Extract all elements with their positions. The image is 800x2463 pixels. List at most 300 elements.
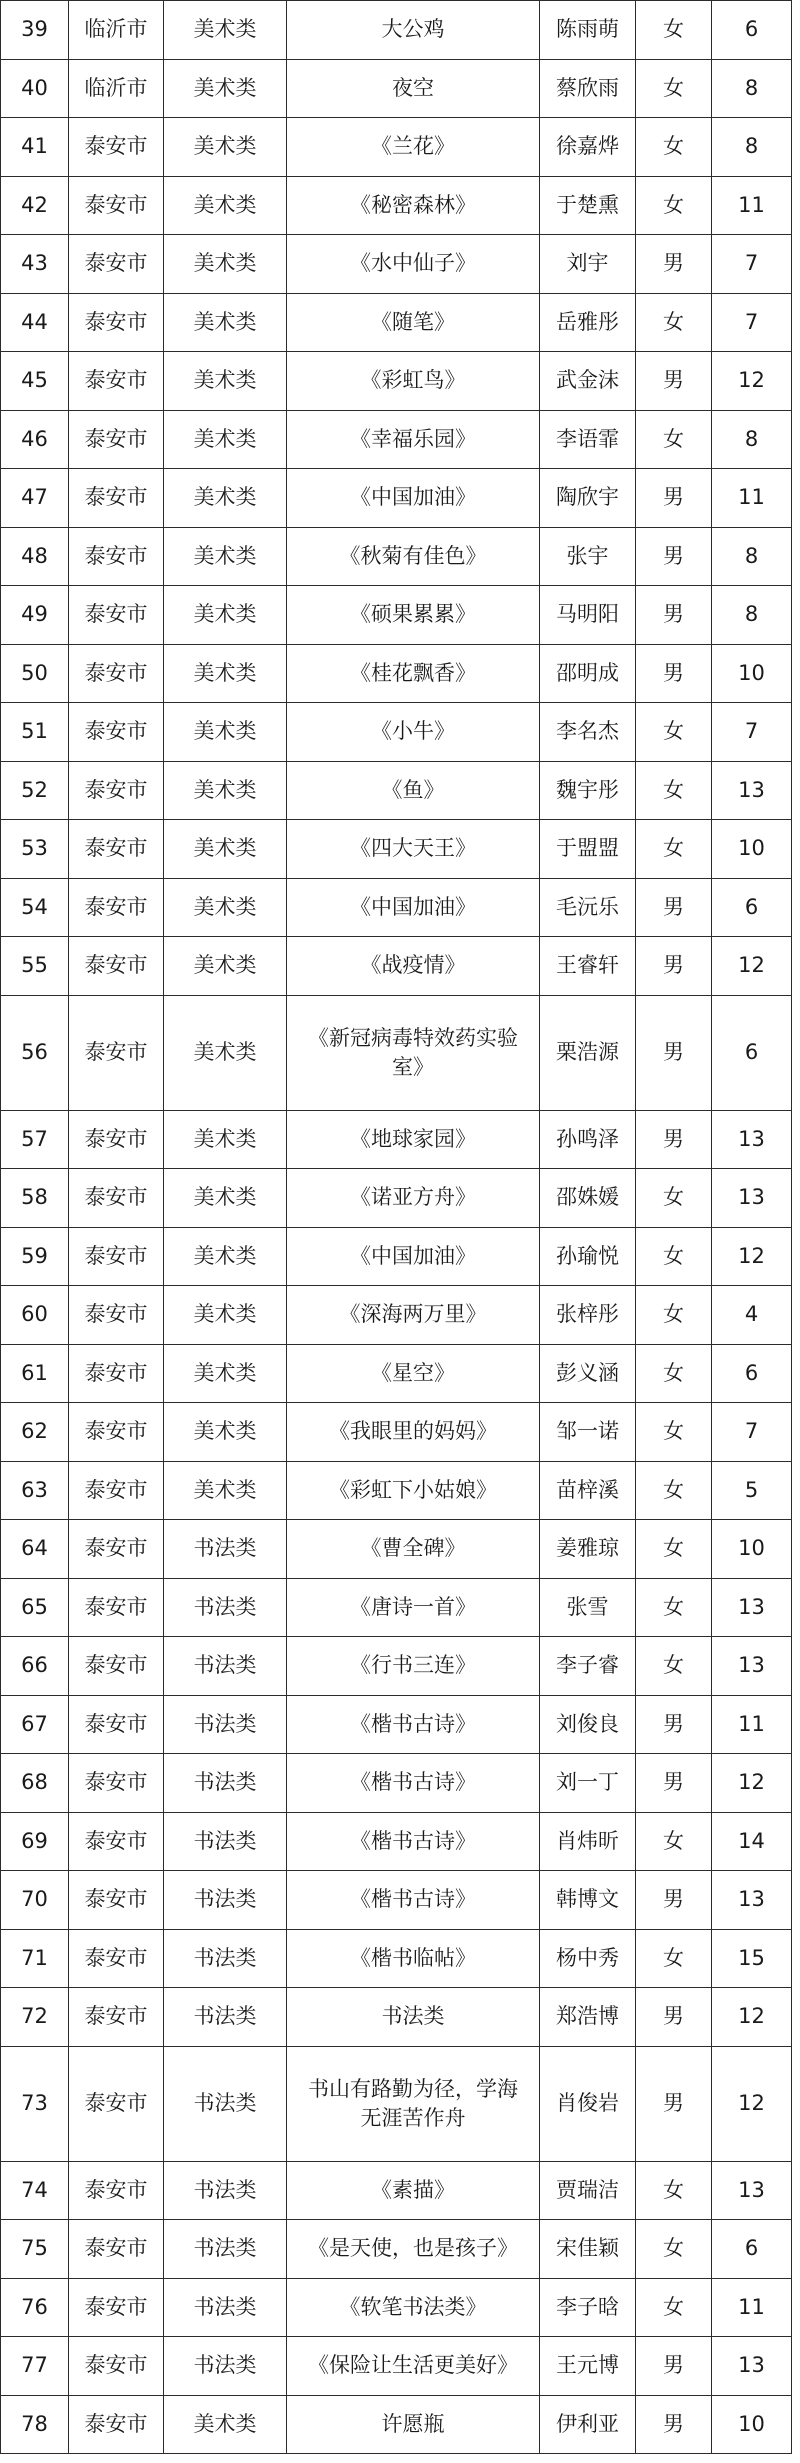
gender-cell: 男 bbox=[636, 1110, 712, 1169]
participant-name-cell: 郑浩博 bbox=[540, 1988, 636, 2047]
gender-cell: 女 bbox=[636, 1403, 712, 1462]
participant-name-cell: 李子睿 bbox=[540, 1637, 636, 1696]
table-row bbox=[1, 1520, 792, 1579]
city-cell: 临沂市 bbox=[69, 1, 164, 60]
city-cell: 泰安市 bbox=[69, 235, 164, 294]
age-cell: 6 bbox=[712, 995, 792, 1110]
gender-cell: 女 bbox=[636, 761, 712, 820]
city-cell: 泰安市 bbox=[69, 2278, 164, 2337]
table-row bbox=[1, 644, 792, 703]
gender-cell: 女 bbox=[636, 59, 712, 118]
city-cell: 泰安市 bbox=[69, 1988, 164, 2047]
table-row bbox=[1, 937, 792, 996]
work-title-cell: 《行书三连》 bbox=[287, 1637, 540, 1696]
row-number: 64 bbox=[1, 1520, 69, 1579]
gender-cell: 女 bbox=[636, 2278, 712, 2337]
table-row bbox=[1, 586, 792, 645]
row-number: 51 bbox=[1, 703, 69, 762]
gender-cell: 女 bbox=[636, 703, 712, 762]
city-cell: 泰安市 bbox=[69, 1637, 164, 1696]
gender-cell: 女 bbox=[636, 1461, 712, 1520]
gender-cell: 女 bbox=[636, 1344, 712, 1403]
category-cell: 美术类 bbox=[164, 1169, 287, 1228]
participant-name-cell: 姜雅琼 bbox=[540, 1520, 636, 1579]
age-cell: 12 bbox=[712, 2046, 792, 2161]
gender-cell: 女 bbox=[636, 2220, 712, 2279]
table-row bbox=[1, 59, 792, 118]
age-cell: 10 bbox=[712, 820, 792, 879]
row-number: 76 bbox=[1, 2278, 69, 2337]
city-cell: 泰安市 bbox=[69, 118, 164, 177]
city-cell: 泰安市 bbox=[69, 1110, 164, 1169]
gender-cell: 女 bbox=[636, 1520, 712, 1579]
participant-name-cell: 李语霏 bbox=[540, 410, 636, 469]
city-cell: 泰安市 bbox=[69, 410, 164, 469]
table-row bbox=[1, 2046, 792, 2161]
city-cell: 泰安市 bbox=[69, 1754, 164, 1813]
gender-cell: 男 bbox=[636, 2395, 712, 2454]
gender-cell: 女 bbox=[636, 1578, 712, 1637]
gender-cell: 男 bbox=[636, 1988, 712, 2047]
category-cell: 书法类 bbox=[164, 2046, 287, 2161]
category-cell: 书法类 bbox=[164, 2220, 287, 2279]
work-title-cell: 《深海两万里》 bbox=[287, 1286, 540, 1345]
category-cell: 美术类 bbox=[164, 878, 287, 937]
age-cell: 8 bbox=[712, 410, 792, 469]
participant-name-cell: 于楚熏 bbox=[540, 176, 636, 235]
row-number: 49 bbox=[1, 586, 69, 645]
gender-cell: 男 bbox=[636, 1754, 712, 1813]
gender-cell: 男 bbox=[636, 644, 712, 703]
participant-name-cell: 魏宇彤 bbox=[540, 761, 636, 820]
participant-name-cell: 王元博 bbox=[540, 2337, 636, 2396]
work-title-cell: 《秋菊有佳色》 bbox=[287, 527, 540, 586]
gender-cell: 男 bbox=[636, 235, 712, 294]
work-title-cell: 《我眼里的妈妈》 bbox=[287, 1403, 540, 1462]
work-title-cell: 《楷书古诗》 bbox=[287, 1812, 540, 1871]
table-row bbox=[1, 118, 792, 177]
city-cell: 泰安市 bbox=[69, 469, 164, 528]
age-cell: 10 bbox=[712, 644, 792, 703]
gender-cell: 男 bbox=[636, 469, 712, 528]
age-cell: 7 bbox=[712, 1403, 792, 1462]
category-cell: 美术类 bbox=[164, 1286, 287, 1345]
category-cell: 美术类 bbox=[164, 703, 287, 762]
age-cell: 7 bbox=[712, 703, 792, 762]
participant-name-cell: 武金沫 bbox=[540, 352, 636, 411]
city-cell: 泰安市 bbox=[69, 761, 164, 820]
category-cell: 美术类 bbox=[164, 1, 287, 60]
category-cell: 美术类 bbox=[164, 820, 287, 879]
work-title-cell: 夜空 bbox=[287, 59, 540, 118]
participant-name-cell: 张宇 bbox=[540, 527, 636, 586]
category-cell: 书法类 bbox=[164, 2337, 287, 2396]
participant-name-cell: 肖俊岩 bbox=[540, 2046, 636, 2161]
age-cell: 13 bbox=[712, 2161, 792, 2220]
table-row bbox=[1, 2278, 792, 2337]
participant-name-cell: 陶欣宇 bbox=[540, 469, 636, 528]
row-number: 65 bbox=[1, 1578, 69, 1637]
table-row bbox=[1, 761, 792, 820]
category-cell: 美术类 bbox=[164, 176, 287, 235]
participant-name-cell: 苗梓溪 bbox=[540, 1461, 636, 1520]
work-title-cell: 《小牛》 bbox=[287, 703, 540, 762]
age-cell: 4 bbox=[712, 1286, 792, 1345]
row-number: 44 bbox=[1, 293, 69, 352]
row-number: 66 bbox=[1, 1637, 69, 1696]
city-cell: 泰安市 bbox=[69, 1578, 164, 1637]
city-cell: 泰安市 bbox=[69, 1520, 164, 1579]
gender-cell: 女 bbox=[636, 410, 712, 469]
gender-cell: 男 bbox=[636, 1695, 712, 1754]
age-cell: 6 bbox=[712, 1344, 792, 1403]
age-cell: 7 bbox=[712, 293, 792, 352]
table-row bbox=[1, 1871, 792, 1930]
participant-name-cell: 于盟盟 bbox=[540, 820, 636, 879]
age-cell: 12 bbox=[712, 352, 792, 411]
gender-cell: 男 bbox=[636, 586, 712, 645]
work-title-cell: 《彩虹下小姑娘》 bbox=[287, 1461, 540, 1520]
age-cell: 6 bbox=[712, 2220, 792, 2279]
work-title-cell: 书山有路勤为径，学海无涯苦作舟 bbox=[287, 2046, 540, 2161]
table-row bbox=[1, 820, 792, 879]
work-title-cell: 《新冠病毒特效药实验室》 bbox=[287, 995, 540, 1110]
row-number: 47 bbox=[1, 469, 69, 528]
city-cell: 泰安市 bbox=[69, 937, 164, 996]
city-cell: 泰安市 bbox=[69, 2337, 164, 2396]
category-cell: 书法类 bbox=[164, 2161, 287, 2220]
row-number: 74 bbox=[1, 2161, 69, 2220]
gender-cell: 男 bbox=[636, 878, 712, 937]
participant-name-cell: 孙鸣泽 bbox=[540, 1110, 636, 1169]
participant-name-cell: 张梓彤 bbox=[540, 1286, 636, 1345]
age-cell: 12 bbox=[712, 1988, 792, 2047]
category-cell: 美术类 bbox=[164, 995, 287, 1110]
city-cell: 泰安市 bbox=[69, 1461, 164, 1520]
city-cell: 泰安市 bbox=[69, 878, 164, 937]
city-cell: 泰安市 bbox=[69, 586, 164, 645]
category-cell: 美术类 bbox=[164, 937, 287, 996]
city-cell: 泰安市 bbox=[69, 703, 164, 762]
table-row bbox=[1, 703, 792, 762]
age-cell: 13 bbox=[712, 1871, 792, 1930]
table-row bbox=[1, 1578, 792, 1637]
category-cell: 美术类 bbox=[164, 644, 287, 703]
row-number: 69 bbox=[1, 1812, 69, 1871]
gender-cell: 女 bbox=[636, 1929, 712, 1988]
work-title-cell: 大公鸡 bbox=[287, 1, 540, 60]
age-cell: 8 bbox=[712, 527, 792, 586]
work-title-cell: 《唐诗一首》 bbox=[287, 1578, 540, 1637]
category-cell: 美术类 bbox=[164, 118, 287, 177]
work-title-cell: 《硕果累累》 bbox=[287, 586, 540, 645]
city-cell: 泰安市 bbox=[69, 2046, 164, 2161]
work-title-cell: 《诺亚方舟》 bbox=[287, 1169, 540, 1228]
category-cell: 美术类 bbox=[164, 293, 287, 352]
row-number: 45 bbox=[1, 352, 69, 411]
age-cell: 6 bbox=[712, 1, 792, 60]
participant-name-cell: 李名杰 bbox=[540, 703, 636, 762]
work-title-cell: 《素描》 bbox=[287, 2161, 540, 2220]
work-title-cell: 《楷书临帖》 bbox=[287, 1929, 540, 1988]
gender-cell: 女 bbox=[636, 118, 712, 177]
age-cell: 12 bbox=[712, 937, 792, 996]
table-row bbox=[1, 2337, 792, 2396]
work-title-cell: 《曹全碑》 bbox=[287, 1520, 540, 1579]
row-number: 39 bbox=[1, 1, 69, 60]
category-cell: 美术类 bbox=[164, 59, 287, 118]
gender-cell: 女 bbox=[636, 293, 712, 352]
row-number: 52 bbox=[1, 761, 69, 820]
age-cell: 13 bbox=[712, 1637, 792, 1696]
work-title-cell: 书法类 bbox=[287, 1988, 540, 2047]
participant-name-cell: 邹一诺 bbox=[540, 1403, 636, 1462]
city-cell: 泰安市 bbox=[69, 2220, 164, 2279]
age-cell: 11 bbox=[712, 176, 792, 235]
row-number: 71 bbox=[1, 1929, 69, 1988]
table-row bbox=[1, 1286, 792, 1345]
city-cell: 泰安市 bbox=[69, 1695, 164, 1754]
age-cell: 7 bbox=[712, 235, 792, 294]
work-title-cell: 《楷书古诗》 bbox=[287, 1695, 540, 1754]
work-title-cell: 《彩虹鸟》 bbox=[287, 352, 540, 411]
row-number: 70 bbox=[1, 1871, 69, 1930]
city-cell: 泰安市 bbox=[69, 820, 164, 879]
row-number: 75 bbox=[1, 2220, 69, 2279]
row-number: 40 bbox=[1, 59, 69, 118]
table-row bbox=[1, 1403, 792, 1462]
work-title-cell: 《随笔》 bbox=[287, 293, 540, 352]
row-number: 68 bbox=[1, 1754, 69, 1813]
participant-name-cell: 马明阳 bbox=[540, 586, 636, 645]
age-cell: 14 bbox=[712, 1812, 792, 1871]
gender-cell: 男 bbox=[636, 937, 712, 996]
gender-cell: 女 bbox=[636, 1227, 712, 1286]
age-cell: 12 bbox=[712, 1754, 792, 1813]
row-number: 67 bbox=[1, 1695, 69, 1754]
row-number: 63 bbox=[1, 1461, 69, 1520]
row-number: 56 bbox=[1, 995, 69, 1110]
city-cell: 泰安市 bbox=[69, 1812, 164, 1871]
participant-name-cell: 刘俊良 bbox=[540, 1695, 636, 1754]
table-body bbox=[1, 1, 792, 2454]
work-title-cell: 《幸福乐园》 bbox=[287, 410, 540, 469]
city-cell: 泰安市 bbox=[69, 1227, 164, 1286]
participant-name-cell: 徐嘉烨 bbox=[540, 118, 636, 177]
row-number: 48 bbox=[1, 527, 69, 586]
row-number: 53 bbox=[1, 820, 69, 879]
age-cell: 12 bbox=[712, 1227, 792, 1286]
gender-cell: 男 bbox=[636, 527, 712, 586]
category-cell: 书法类 bbox=[164, 1812, 287, 1871]
city-cell: 泰安市 bbox=[69, 1169, 164, 1228]
age-cell: 11 bbox=[712, 2278, 792, 2337]
participant-name-cell: 刘宇 bbox=[540, 235, 636, 294]
gender-cell: 女 bbox=[636, 1286, 712, 1345]
row-number: 42 bbox=[1, 176, 69, 235]
age-cell: 13 bbox=[712, 1169, 792, 1228]
table-row bbox=[1, 176, 792, 235]
gender-cell: 男 bbox=[636, 2337, 712, 2396]
gender-cell: 男 bbox=[636, 2046, 712, 2161]
table-row bbox=[1, 410, 792, 469]
work-title-cell: 《战疫情》 bbox=[287, 937, 540, 996]
table-row bbox=[1, 352, 792, 411]
participant-name-cell: 毛沅乐 bbox=[540, 878, 636, 937]
table-row bbox=[1, 1169, 792, 1228]
work-title-cell: 《是天使，也是孩子》 bbox=[287, 2220, 540, 2279]
participant-name-cell: 肖炜昕 bbox=[540, 1812, 636, 1871]
row-number: 77 bbox=[1, 2337, 69, 2396]
work-title-cell: 《中国加油》 bbox=[287, 1227, 540, 1286]
table-row bbox=[1, 1754, 792, 1813]
category-cell: 书法类 bbox=[164, 1929, 287, 1988]
age-cell: 6 bbox=[712, 878, 792, 937]
work-title-cell: 《水中仙子》 bbox=[287, 235, 540, 294]
work-title-cell: 《秘密森林》 bbox=[287, 176, 540, 235]
row-number: 72 bbox=[1, 1988, 69, 2047]
category-cell: 书法类 bbox=[164, 1988, 287, 2047]
category-cell: 书法类 bbox=[164, 2278, 287, 2337]
age-cell: 8 bbox=[712, 59, 792, 118]
participant-name-cell: 李子晗 bbox=[540, 2278, 636, 2337]
category-cell: 美术类 bbox=[164, 352, 287, 411]
row-number: 61 bbox=[1, 1344, 69, 1403]
table-row bbox=[1, 1988, 792, 2047]
city-cell: 泰安市 bbox=[69, 1929, 164, 1988]
table-row bbox=[1, 293, 792, 352]
work-title-cell: 《中国加油》 bbox=[287, 878, 540, 937]
category-cell: 美术类 bbox=[164, 1110, 287, 1169]
age-cell: 11 bbox=[712, 469, 792, 528]
participant-name-cell: 岳雅彤 bbox=[540, 293, 636, 352]
work-title-cell: 《兰花》 bbox=[287, 118, 540, 177]
city-cell: 泰安市 bbox=[69, 1286, 164, 1345]
row-number: 78 bbox=[1, 2395, 69, 2454]
row-number: 54 bbox=[1, 878, 69, 937]
table-row bbox=[1, 1812, 792, 1871]
row-number: 60 bbox=[1, 1286, 69, 1345]
gender-cell: 女 bbox=[636, 1, 712, 60]
work-title-cell: 《楷书古诗》 bbox=[287, 1871, 540, 1930]
category-cell: 美术类 bbox=[164, 469, 287, 528]
city-cell: 泰安市 bbox=[69, 2161, 164, 2220]
category-cell: 美术类 bbox=[164, 586, 287, 645]
category-cell: 美术类 bbox=[164, 1227, 287, 1286]
participant-name-cell: 蔡欣雨 bbox=[540, 59, 636, 118]
participant-name-cell: 贾瑞洁 bbox=[540, 2161, 636, 2220]
gender-cell: 女 bbox=[636, 2161, 712, 2220]
gender-cell: 女 bbox=[636, 1169, 712, 1228]
category-cell: 美术类 bbox=[164, 1403, 287, 1462]
row-number: 73 bbox=[1, 2046, 69, 2161]
participant-name-cell: 伊利亚 bbox=[540, 2395, 636, 2454]
category-cell: 书法类 bbox=[164, 1578, 287, 1637]
row-number: 50 bbox=[1, 644, 69, 703]
table-row bbox=[1, 1929, 792, 1988]
table-row bbox=[1, 1637, 792, 1696]
age-cell: 13 bbox=[712, 1110, 792, 1169]
table-row bbox=[1, 469, 792, 528]
work-title-cell: 《桂花飘香》 bbox=[287, 644, 540, 703]
table-row bbox=[1, 1, 792, 60]
city-cell: 临沂市 bbox=[69, 59, 164, 118]
city-cell: 泰安市 bbox=[69, 1871, 164, 1930]
table-row bbox=[1, 527, 792, 586]
category-cell: 书法类 bbox=[164, 1871, 287, 1930]
work-title-cell: 《星空》 bbox=[287, 1344, 540, 1403]
age-cell: 11 bbox=[712, 1695, 792, 1754]
age-cell: 10 bbox=[712, 1520, 792, 1579]
age-cell: 13 bbox=[712, 2337, 792, 2396]
participant-name-cell: 宋佳颖 bbox=[540, 2220, 636, 2279]
city-cell: 泰安市 bbox=[69, 644, 164, 703]
participant-name-cell: 陈雨萌 bbox=[540, 1, 636, 60]
row-number: 46 bbox=[1, 410, 69, 469]
participant-name-cell: 张雪 bbox=[540, 1578, 636, 1637]
gender-cell: 男 bbox=[636, 995, 712, 1110]
participant-name-cell: 孙瑜悦 bbox=[540, 1227, 636, 1286]
category-cell: 书法类 bbox=[164, 1520, 287, 1579]
table-row bbox=[1, 235, 792, 294]
category-cell: 美术类 bbox=[164, 527, 287, 586]
category-cell: 美术类 bbox=[164, 1344, 287, 1403]
age-cell: 8 bbox=[712, 118, 792, 177]
age-cell: 15 bbox=[712, 1929, 792, 1988]
table-row bbox=[1, 1110, 792, 1169]
category-cell: 美术类 bbox=[164, 2395, 287, 2454]
gender-cell: 女 bbox=[636, 820, 712, 879]
table-row bbox=[1, 1695, 792, 1754]
age-cell: 8 bbox=[712, 586, 792, 645]
table-row bbox=[1, 2395, 792, 2454]
table-row bbox=[1, 1227, 792, 1286]
row-number: 43 bbox=[1, 235, 69, 294]
city-cell: 泰安市 bbox=[69, 995, 164, 1110]
row-number: 55 bbox=[1, 937, 69, 996]
participant-name-cell: 刘一丁 bbox=[540, 1754, 636, 1813]
city-cell: 泰安市 bbox=[69, 293, 164, 352]
table-row bbox=[1, 878, 792, 937]
age-cell: 5 bbox=[712, 1461, 792, 1520]
table-row bbox=[1, 1461, 792, 1520]
age-cell: 10 bbox=[712, 2395, 792, 2454]
age-cell: 13 bbox=[712, 1578, 792, 1637]
city-cell: 泰安市 bbox=[69, 1344, 164, 1403]
participant-name-cell: 邵姝媛 bbox=[540, 1169, 636, 1228]
row-number: 41 bbox=[1, 118, 69, 177]
participant-name-cell: 韩博文 bbox=[540, 1871, 636, 1930]
work-title-cell: 《保险让生活更美好》 bbox=[287, 2337, 540, 2396]
row-number: 57 bbox=[1, 1110, 69, 1169]
work-title-cell: 《中国加油》 bbox=[287, 469, 540, 528]
work-title-cell: 《四大天王》 bbox=[287, 820, 540, 879]
city-cell: 泰安市 bbox=[69, 1403, 164, 1462]
gender-cell: 男 bbox=[636, 1871, 712, 1930]
participant-name-cell: 王睿轩 bbox=[540, 937, 636, 996]
gender-cell: 女 bbox=[636, 1812, 712, 1871]
work-title-cell: 许愿瓶 bbox=[287, 2395, 540, 2454]
table-row bbox=[1, 1344, 792, 1403]
category-cell: 美术类 bbox=[164, 410, 287, 469]
gender-cell: 女 bbox=[636, 1637, 712, 1696]
work-title-cell: 《鱼》 bbox=[287, 761, 540, 820]
work-title-cell: 《软笔书法类》 bbox=[287, 2278, 540, 2337]
work-title-cell: 《楷书古诗》 bbox=[287, 1754, 540, 1813]
category-cell: 美术类 bbox=[164, 761, 287, 820]
city-cell: 泰安市 bbox=[69, 527, 164, 586]
table-row bbox=[1, 2161, 792, 2220]
